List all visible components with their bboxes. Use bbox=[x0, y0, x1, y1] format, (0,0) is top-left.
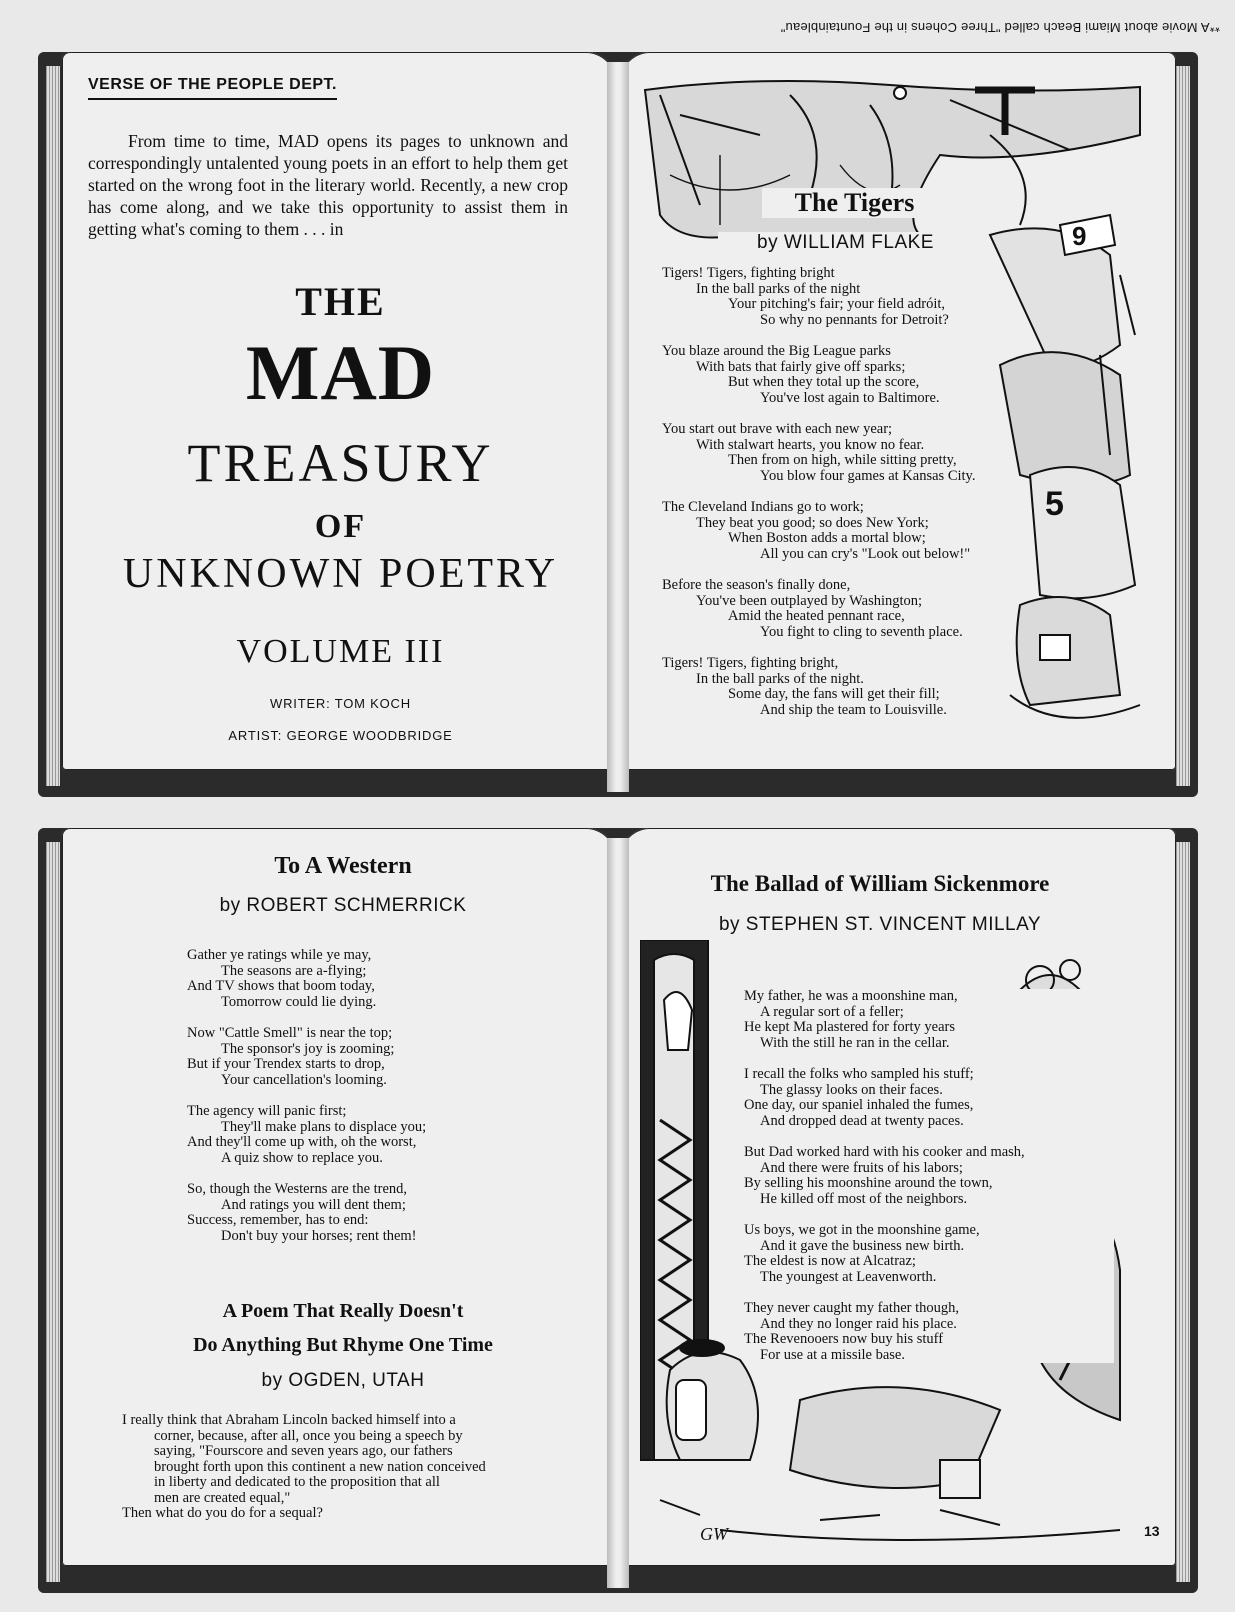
artist-signature: GW bbox=[700, 1524, 728, 1544]
stanza bbox=[744, 1067, 1114, 1129]
poem-line: You fight to cling to seventh place. bbox=[760, 623, 963, 640]
poem-line: He kept Ma plastered for forty years bbox=[744, 1019, 955, 1035]
poem-line: And TV shows that boom today, bbox=[187, 978, 375, 994]
poem-line: Gather ye ratings while ye may, bbox=[187, 947, 372, 963]
poem-line: For use at a missile base. bbox=[760, 1346, 905, 1363]
page-edges-right bbox=[1176, 842, 1190, 1582]
poem-line: With bats that fairly give off sparks; bbox=[696, 358, 906, 375]
poem-line: So, though the Westerns are the trend, bbox=[187, 1181, 408, 1197]
poem-line: You've been outplayed by Washington; bbox=[696, 592, 923, 609]
title-unknown-poetry: UNKNOWN POETRY bbox=[122, 551, 559, 597]
poem-line: Tomorrow could lie dying. bbox=[221, 993, 377, 1010]
tigers-byline: by WILLIAM FLAKE bbox=[718, 232, 973, 254]
stanza bbox=[187, 1104, 547, 1166]
poem-line: So why no pennants for Detroit? bbox=[760, 311, 949, 328]
stanza bbox=[744, 1223, 1114, 1285]
svg-text:5: 5 bbox=[1045, 485, 1064, 523]
poem-line: Your pitching's fair; your field adróit, bbox=[728, 296, 945, 312]
ballad-poem bbox=[744, 989, 1114, 1363]
poem-line: Then what do you do for a sequal? bbox=[122, 1505, 323, 1521]
poem-line: My father, he was a moonshine man, bbox=[744, 988, 958, 1004]
stanza bbox=[662, 344, 1022, 406]
poem-line: In the ball parks of the night. bbox=[696, 670, 864, 687]
page-edges-left bbox=[46, 842, 60, 1582]
stanza bbox=[744, 989, 1114, 1051]
poem-line: They never caught my father though, bbox=[744, 1300, 960, 1316]
poem-line: And dropped dead at twenty paces. bbox=[760, 1112, 964, 1129]
title-volume: VOLUME III bbox=[236, 633, 445, 670]
western-title: To A Western bbox=[274, 853, 412, 879]
rhyme-byline: by OGDEN, UTAH bbox=[261, 1370, 425, 1391]
poem-line: The seasons are a-flying; bbox=[221, 962, 367, 979]
poem-line: And ratings you will dent them; bbox=[221, 1196, 406, 1213]
stanza bbox=[662, 500, 1022, 562]
page-number: 13 bbox=[1144, 1523, 1160, 1539]
stanza bbox=[187, 948, 547, 1010]
tigers-title: The Tigers bbox=[762, 188, 947, 218]
title-treasury: TREASURY bbox=[187, 433, 494, 493]
poem-line: corner, because, after all, once you being a speech by bbox=[154, 1427, 463, 1444]
stanza bbox=[744, 1301, 1114, 1363]
poem-line: He killed off most of the neighbors. bbox=[760, 1190, 968, 1207]
book-gutter bbox=[607, 62, 629, 792]
poem-line: They'll make plans to displace you; bbox=[221, 1118, 427, 1135]
poem-line: The Revenooers now buy his stuff bbox=[744, 1331, 944, 1347]
poem-line: They beat you good; so does New York; bbox=[696, 514, 929, 531]
poem-line: I recall the folks who sampled his stuff; bbox=[744, 1066, 974, 1082]
stanza bbox=[744, 1145, 1114, 1207]
stanza bbox=[187, 1182, 547, 1244]
poem-line: But Dad worked hard with his cooker and mash, bbox=[744, 1144, 1025, 1160]
poem-line: With stalwart hearts, you know no fear. bbox=[696, 436, 925, 453]
poem-line: And it gave the business new birth. bbox=[760, 1237, 965, 1254]
western-byline: by ROBERT SCHMERRICK bbox=[219, 895, 467, 916]
stanza bbox=[662, 656, 1022, 718]
book-gutter bbox=[607, 838, 629, 1588]
rhyme-title-line2: Do Anything But Rhyme One Time bbox=[193, 1334, 493, 1356]
page-edges-left bbox=[46, 66, 60, 786]
poem-line: A regular sort of a feller; bbox=[760, 1003, 904, 1020]
stanza bbox=[662, 266, 1022, 328]
poem-line: You've lost again to Baltimore. bbox=[760, 389, 940, 406]
poem-line: But if your Trendex starts to drop, bbox=[187, 1056, 385, 1072]
poem-line: Us boys, we got in the moonshine game, bbox=[744, 1222, 980, 1238]
poem-line: I really think that Abraham Lincoln backed himself into a bbox=[122, 1412, 456, 1428]
poem-line: You start out brave with each new year; bbox=[662, 421, 893, 437]
artist-credit: ARTIST: GEORGE WOODBRIDGE bbox=[228, 728, 453, 743]
tigers-poem bbox=[662, 266, 1022, 734]
intro-paragraph: From time to time, MAD opens its pages to unknown and correspondingly untalented young poets in an effort to help them get started on the wrong foot in the literary world. Recently, a new crop has come along, and we take this opportunity to assist them in getting what's coming to them . . . in bbox=[88, 131, 568, 239]
stanza bbox=[662, 578, 1022, 640]
poem-line: One day, our spaniel inhaled the fumes, bbox=[744, 1097, 974, 1113]
poem-line: And they'll come up with, oh the worst, bbox=[187, 1134, 417, 1150]
poem-line: The youngest at Leavenworth. bbox=[760, 1268, 937, 1285]
poem-line: The agency will panic first; bbox=[187, 1103, 347, 1119]
poem-line: In the ball parks of the night bbox=[696, 280, 861, 297]
poem-line: Your cancellation's looming. bbox=[221, 1071, 387, 1088]
poem-line: You blow four games at Kansas City. bbox=[760, 467, 976, 484]
poem-line: When Boston adds a mortal blow; bbox=[728, 530, 926, 546]
poem-line: And ship the team to Louisville. bbox=[760, 701, 947, 718]
poem-line: But when they total up the score, bbox=[728, 374, 920, 390]
poem-line: And there were fruits of his labors; bbox=[760, 1159, 963, 1176]
poem-line: in liberty and dedicated to the proposition that all bbox=[154, 1474, 440, 1490]
stanza bbox=[187, 1026, 547, 1088]
poem-line: The sponsor's joy is zooming; bbox=[221, 1040, 395, 1057]
poem-line: Before the season's finally done, bbox=[662, 577, 851, 593]
poem-line: By selling his moonshine around the town, bbox=[744, 1175, 993, 1191]
dept-heading: VERSE OF THE PEOPLE DEPT. bbox=[88, 76, 337, 100]
ballad-byline: by STEPHEN ST. VINCENT MILLAY bbox=[718, 914, 1042, 935]
poem-line: Tigers! Tigers, fighting bright bbox=[662, 265, 835, 281]
title-mad: MAD bbox=[245, 329, 436, 416]
poem-line: The eldest is now at Alcatraz; bbox=[744, 1253, 916, 1269]
svg-text:9: 9 bbox=[1072, 221, 1087, 251]
poem-line: With the still he ran in the cellar. bbox=[760, 1034, 950, 1051]
stanza bbox=[662, 422, 1022, 484]
poem-line: brought forth upon this continent a new nation conceived bbox=[154, 1458, 486, 1475]
poem-line: A quiz show to replace you. bbox=[221, 1149, 383, 1166]
ballad-title: The Ballad of William Sickenmore bbox=[710, 871, 1050, 896]
upside-down-footnote: **A Movie about Miami Beach called "Three Cohens in the Fountainbleau" bbox=[780, 20, 1220, 35]
writer-credit: WRITER: TOM KOCH bbox=[270, 696, 411, 711]
rhyme-poem bbox=[122, 1413, 602, 1522]
western-poem bbox=[187, 948, 547, 1260]
poem-line: Success, remember, has to end: bbox=[187, 1212, 369, 1228]
poem-line: Some day, the fans will get their fill; bbox=[728, 686, 940, 702]
poem-line: men are created equal," bbox=[154, 1489, 291, 1506]
title-of: OF bbox=[314, 508, 367, 545]
rhyme-title-line1: A Poem That Really Doesn't bbox=[222, 1300, 464, 1322]
poem-line: The Cleveland Indians go to work; bbox=[662, 499, 864, 515]
poem-line: Then from on high, while sitting pretty, bbox=[728, 452, 957, 468]
poem-line: And they no longer raid his place. bbox=[760, 1315, 957, 1332]
poem-line: Don't buy your horses; rent them! bbox=[221, 1227, 417, 1244]
poem-line: You blaze around the Big League parks bbox=[662, 343, 891, 359]
poem-line: All you can cry's "Look out below!" bbox=[760, 545, 971, 562]
poem-line: Tigers! Tigers, fighting bright, bbox=[662, 655, 839, 671]
poem-line: The glassy looks on their faces. bbox=[760, 1081, 943, 1098]
page-edges-right bbox=[1176, 66, 1190, 786]
poem-line: Amid the heated pennant race, bbox=[728, 608, 905, 624]
poem-line: saying, "Fourscore and seven years ago, our fathers bbox=[154, 1443, 453, 1459]
title-the: THE bbox=[295, 279, 386, 324]
poem-line: Now "Cattle Smell" is near the top; bbox=[187, 1025, 393, 1041]
